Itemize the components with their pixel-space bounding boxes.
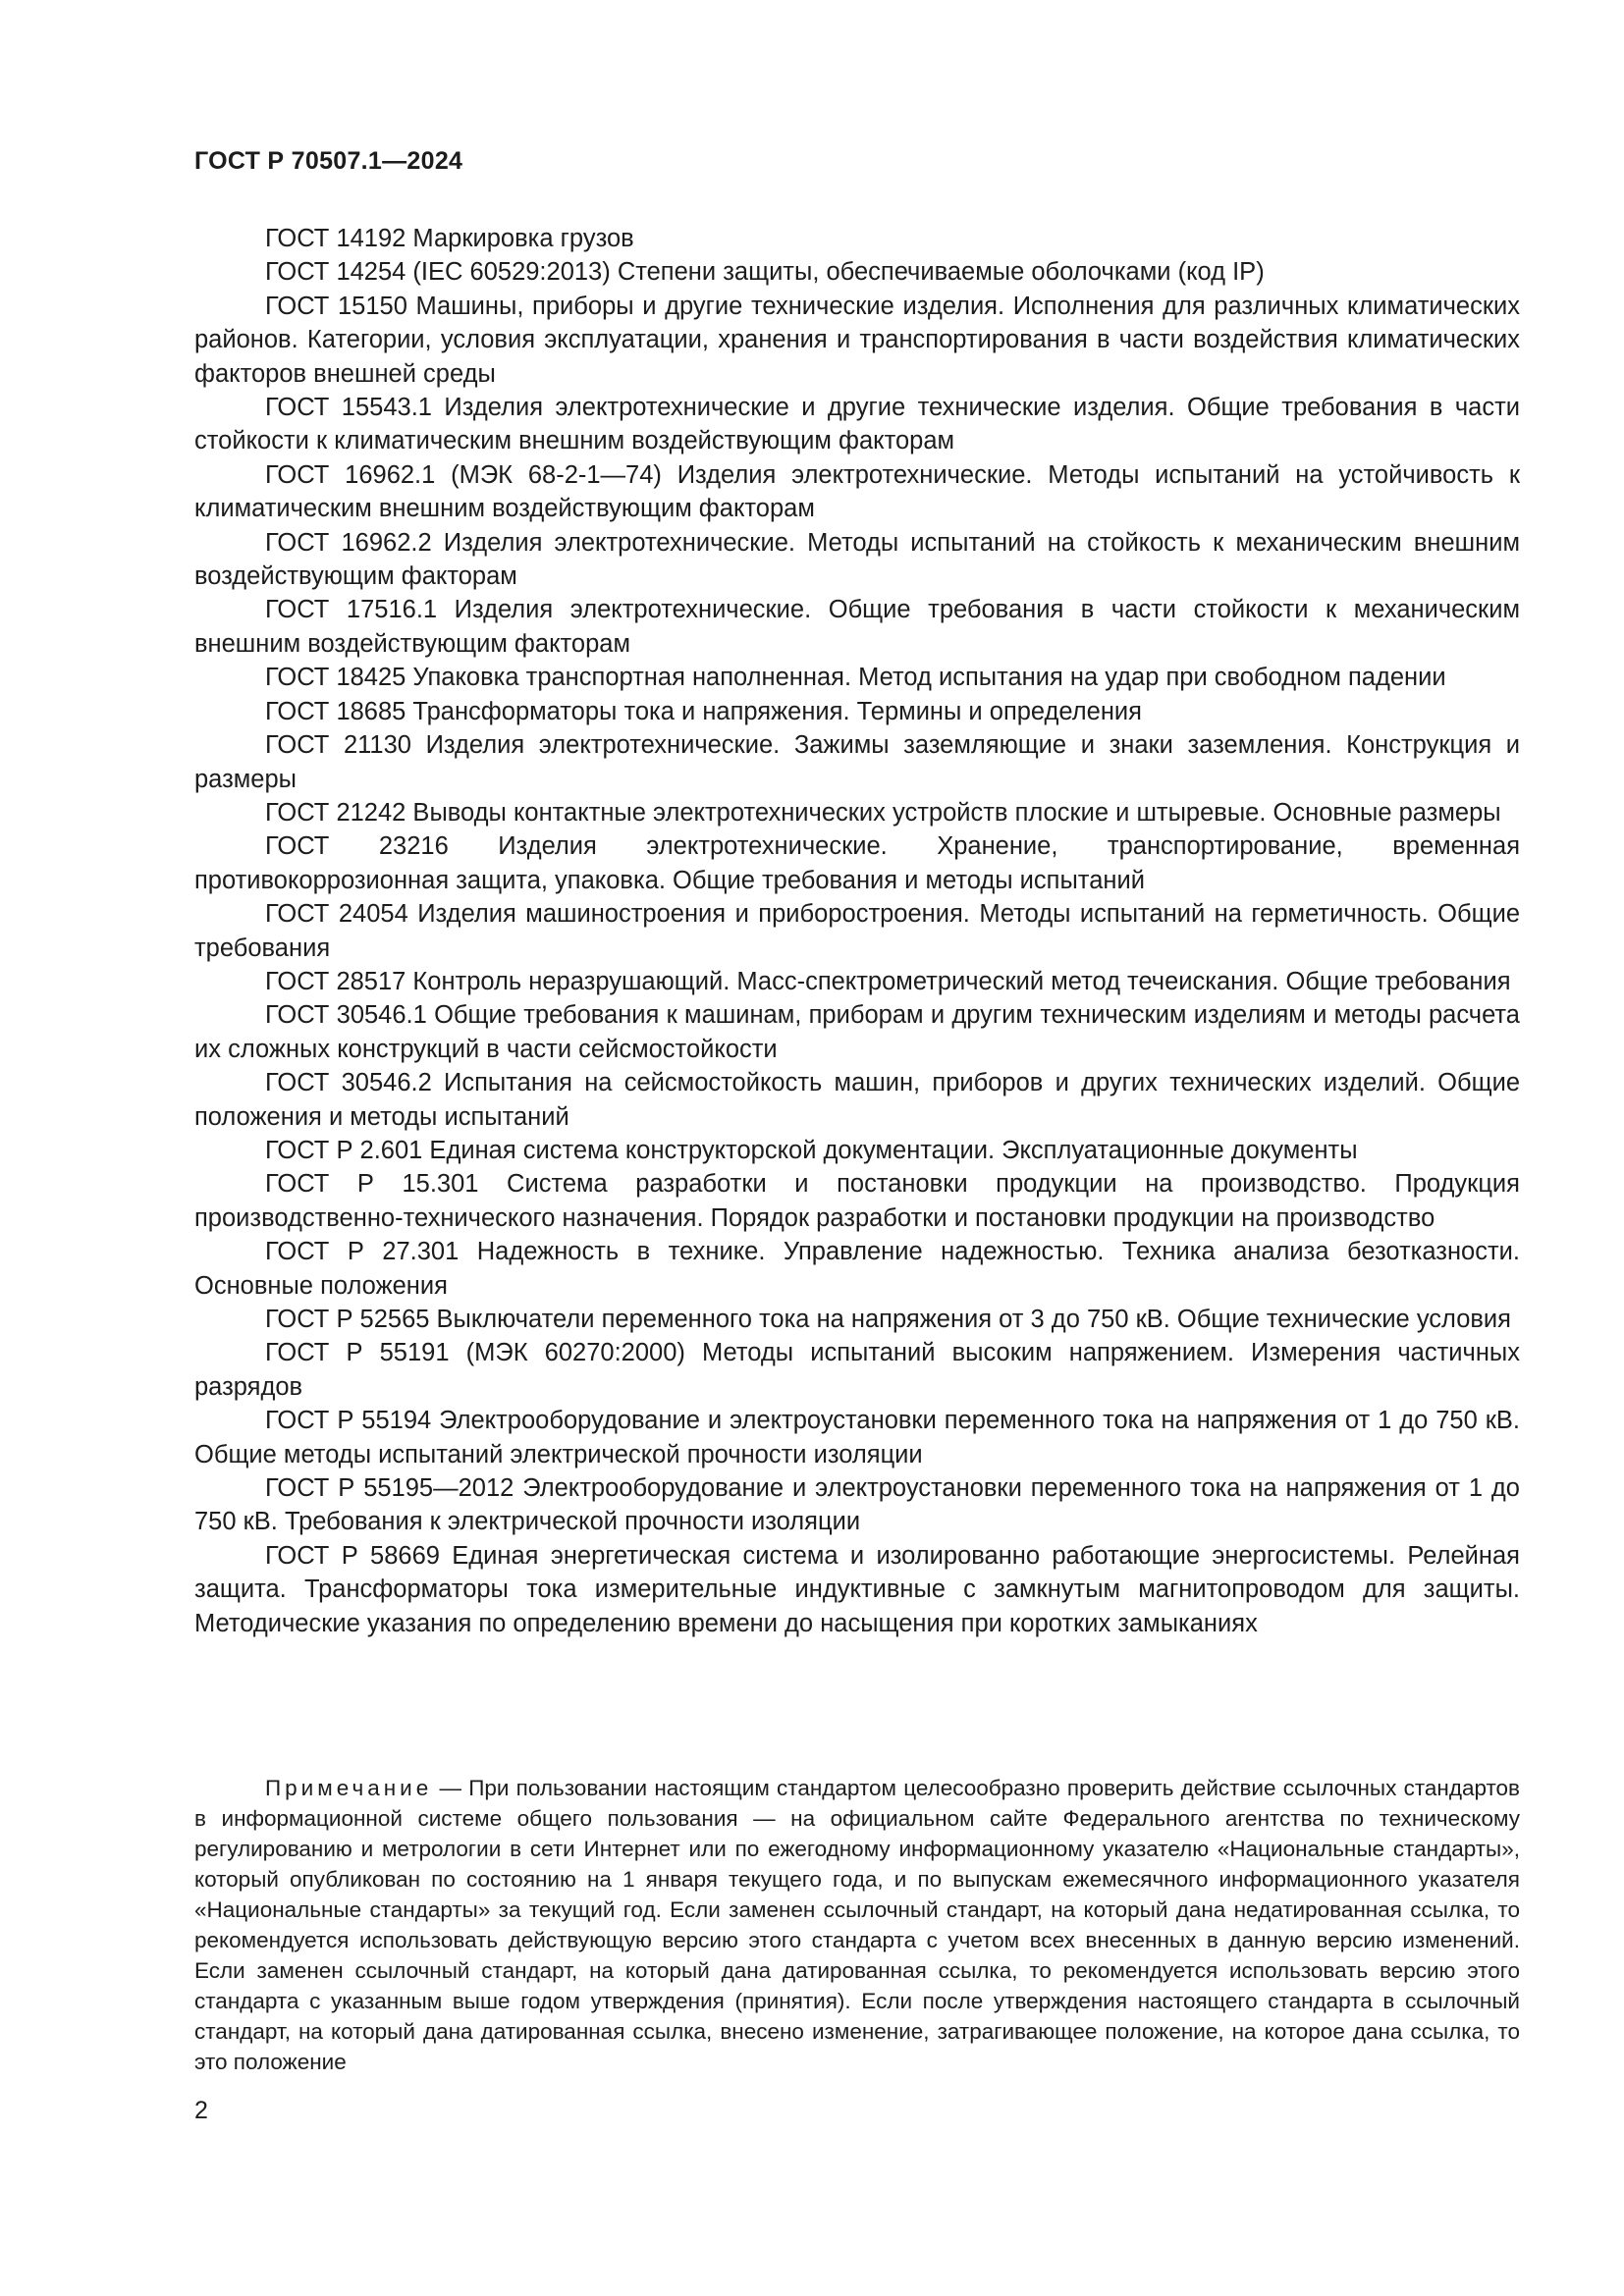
reference-item: ГОСТ Р 52565 Выключатели переменного тока на напряжения от 3 до 750 кВ. Общие технические условия (265, 1306, 1511, 1333)
reference-item: ГОСТ 30546.2 Испытания на сейсмостойкость машин, приборов и других технических изделий. Общие положения и методы испытаний (194, 1069, 1520, 1131)
note-block (194, 1773, 1520, 2077)
reference-item: ГОСТ 15150 Машины, приборы и другие технические изделия. Исполнения для различных климатических районов. Категории, условия эксплуатации, хранения и транспортирования в части воздействия климатических факторов внешней среды (194, 292, 1520, 388)
reference-item: ГОСТ 28517 Контроль неразрушающий. Масс-спектрометрический метод течеискания. Общие требования (265, 967, 1511, 995)
reference-item: ГОСТ 18685 Трансформаторы тока и напряжения. Термины и определения (265, 697, 1142, 725)
reference-item: ГОСТ 23216 Изделия электротехнические. Хранение, транспортирование, временная противокоррозионная защита, упаковка. Общие требования и методы испытаний (194, 832, 1520, 894)
note-dash: — (432, 1776, 469, 1800)
reference-item: ГОСТ Р 2.601 Единая система конструкторской документации. Эксплуатационные документы (265, 1136, 1358, 1164)
reference-item: ГОСТ 18425 Упаковка транспортная наполненная. Метод испытания на удар при свободном падении (265, 664, 1446, 692)
reference-item: ГОСТ Р 15.301 Система разработки и постановки продукции на производство. Продукция производственно-технического назначения. Порядок разработки и постановки продукции на производство (194, 1170, 1520, 1232)
page-number: 2 (194, 2097, 208, 2124)
note-label: Примечание (265, 1776, 433, 1800)
reference-item: ГОСТ Р 27.301 Надежность в технике. Управление надежностью. Техника анализа безотказности. Основные положения (194, 1238, 1520, 1300)
reference-item: ГОСТ 21242 Выводы контактные электротехнических устройств плоские и штыревые. Основные размеры (265, 798, 1501, 827)
reference-item: ГОСТ 16962.2 Изделия электротехнические. Методы испытаний на стойкость к механическим внешним воздействующим факторам (194, 528, 1520, 591)
note-text: При пользовании настоящим стандартом целесообразно проверить действие ссылочных стандартов в информационной системе общего пользования — на официальном сайте Федерального агентства по техническому регулированию и метрологии в сети Интернет или по ежегодному информационному указателю «Национальные стандарты», который опубликован по состоянию на 1 января текущего года, и по выпускам ежемесячного информационного указателя «Национальные стандарты» за текущий год. Если заменен ссылочный стандарт, на который дана недатированная ссылка, то рекомендуется использовать действующую версию этого стандарта с учетом всех внесенных в данную версию изменений. Если заменен ссылочный стандарт, на который дана датированная ссылка, то рекомендуется использовать версию этого стандарта с указанным выше годом утверждения (принятия). Если после утверждения настоящего стандарта в ссылочный стандарт, на который дана датированная ссылка, внесено изменение, затрагивающее положение, на которое дана ссылка, то это положение (194, 1776, 1520, 2074)
document-header: ГОСТ Р 70507.1—2024 (194, 147, 463, 175)
reference-item: ГОСТ 21130 Изделия электротехнические. Зажимы заземляющие и знаки заземления. Конструкция и размеры (194, 731, 1520, 793)
reference-item: ГОСТ 17516.1 Изделия электротехнические. Общие требования в части стойкости к механическим внешним воздействующим факторам (194, 596, 1520, 658)
reference-item: ГОСТ 14192 Маркировка грузов (265, 225, 634, 252)
normative-references-list (194, 222, 1520, 1640)
reference-item: ГОСТ 30546.1 Общие требования к машинам, приборам и другим техническим изделиям и методы расчета их сложных конструкций в части сейсмостойкости (194, 1001, 1520, 1063)
reference-item: ГОСТ 24054 Изделия машиностроения и приборостроения. Методы испытаний на герметичность. Общие требования (194, 900, 1520, 962)
reference-item: ГОСТ 16962.1 (МЭК 68-2-1—74) Изделия электротехнические. Методы испытаний на устойчивость к климатическим внешним воздействующим факторам (194, 460, 1520, 523)
reference-item: ГОСТ Р 55195—2012 Электрооборудование и электроустановки переменного тока на напряжения от 1 до 750 кВ. Требования к электрической прочности изоляции (194, 1474, 1520, 1536)
reference-item: ГОСТ 14254 (IEC 60529:2013) Степени защиты, обеспечиваемые оболочками (код IP) (265, 258, 1265, 287)
reference-item: ГОСТ Р 55194 Электрооборудование и электроустановки переменного тока на напряжения от 1 до 750 кВ. Общие методы испытаний электрической прочности изоляции (194, 1407, 1520, 1468)
reference-item: ГОСТ 15543.1 Изделия электротехнические и другие технические изделия. Общие требования в части стойкости к климатическим внешним воздействующим факторам (194, 394, 1520, 455)
reference-item: ГОСТ Р 55191 (МЭК 60270:2000) Методы испытаний высоким напряжением. Измерения частичных разрядов (194, 1339, 1520, 1401)
note-paragraph (194, 1773, 1520, 2077)
reference-item: ГОСТ Р 58669 Единая энергетическая система и изолированно работающие энергосистемы. Релейная защита. Трансформаторы тока измерительные индуктивные с замкнутым магнитопроводом для защиты. Методические указания по определению времени до насыщения при коротких замыканиях (194, 1541, 1520, 1637)
